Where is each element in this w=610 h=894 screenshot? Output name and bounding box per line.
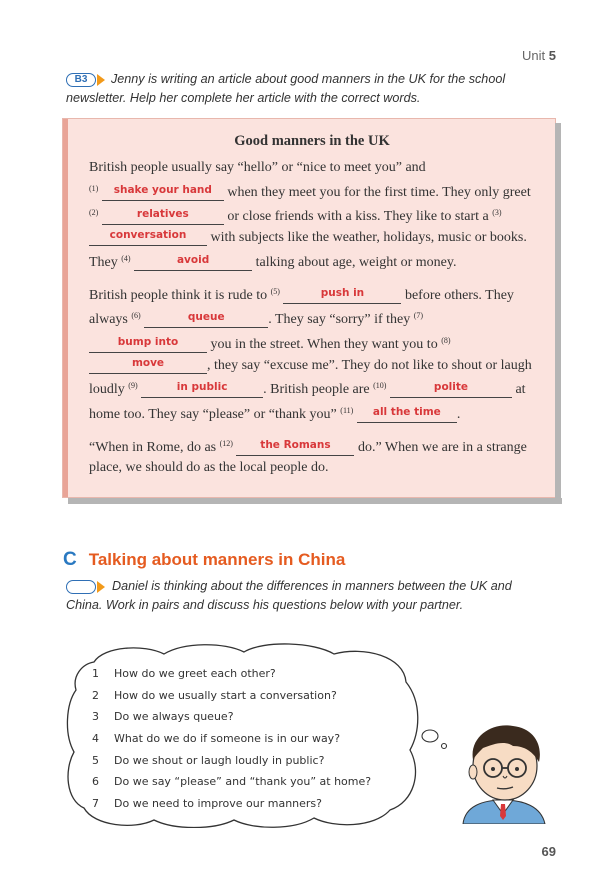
b3-badge-label: B3 bbox=[66, 73, 96, 87]
answer-blank-11: all the time bbox=[357, 408, 457, 423]
answer-blank-12: the Romans bbox=[236, 441, 354, 456]
unit-label: Unit 5 bbox=[522, 48, 556, 63]
question-item: 4 What do we do if someone is in our way? bbox=[92, 732, 341, 746]
answer-blank-1: shake your hand bbox=[102, 186, 224, 201]
article-title: Good manners in the UK bbox=[234, 133, 390, 149]
answer-blank-9: in public bbox=[141, 383, 263, 398]
article-box bbox=[62, 118, 556, 498]
article bbox=[89, 119, 535, 479]
section-c-letter: C bbox=[63, 549, 77, 570]
question-item: 7 Do we need to improve our manners? bbox=[92, 797, 323, 811]
b3-instruction: Jenny is writing an article about good manners in the UK for the school newsletter. Help her complete her article with the correct words. bbox=[66, 72, 506, 105]
answer-blank-7: bump into bbox=[89, 338, 207, 353]
section-c-title: Talking about manners in China bbox=[88, 550, 346, 569]
question-item: 2 How do we usually start a conversation? bbox=[92, 688, 337, 702]
article-paragraph-3: “When in Rome, do as $^{(12)}$ $^{the Romans}$ do.” When we are in a strange place, we should do as the local people do. bbox=[89, 438, 527, 476]
answer-blank-6: queue bbox=[144, 313, 268, 328]
question-item: 3 Do we always queue? bbox=[92, 710, 234, 724]
answer-blank-5: push in bbox=[283, 289, 401, 304]
question-list bbox=[92, 663, 371, 815]
article-paragraph-2: British people think it is rude to $^{(5)}$ $^{push in}$ before others. They always $^{(6)}$ $^{queue}$ . They say “sorry” if they $^{(7)}$ $^{bump into}$ you in the street. When they want you to $^{(8)}$ $^{move}$ , they say “excuse me”. They do not like to shout or laugh loudly $^{(9)}$ $^{in public}$ . British people are $^{(10)}$ $^{polite}$ at home too. They say “please” or “thank you” $^{(11)}$ $^{all the time}$ . bbox=[89, 286, 532, 423]
answer-blank-10: polite bbox=[390, 383, 512, 398]
question-item: 6 Do we say “please” and “thank you” at home? bbox=[92, 775, 372, 789]
question-item: 1 How do we greet each other? bbox=[92, 667, 276, 680]
box-shadow bbox=[68, 498, 562, 504]
section-c-heading bbox=[63, 549, 345, 571]
answer-blank-2: relatives bbox=[102, 210, 224, 225]
question-item: 5 Do we shout or laugh loudly in public? bbox=[92, 753, 325, 767]
answer-blank-4: avoid bbox=[134, 256, 252, 271]
answer-blank-3: conversation bbox=[89, 231, 207, 246]
page-number: 69 bbox=[541, 844, 556, 859]
daniel-illustration bbox=[453, 716, 553, 824]
article-paragraph-1: British people usually say “hello” or “nice to meet you” and $^{(1)}$ $^{shake your hand}$ when they meet you for the first time. They only greet $^{(2)}$ $^{relatives}$ or close friends with a kiss. They like to start a $^{(3)}$ $^{conversation}$ with subjects like the weather, holidays, music or books. They $^{(4)}$ $^{avoid}$ talking about age, weight or money. bbox=[89, 160, 531, 270]
answer-blank-8: move bbox=[89, 359, 207, 374]
section-c-instruction: Daniel is thinking about the differences in manners between the UK and China. Work in pairs and discuss his questions below with your partner. bbox=[66, 579, 512, 612]
